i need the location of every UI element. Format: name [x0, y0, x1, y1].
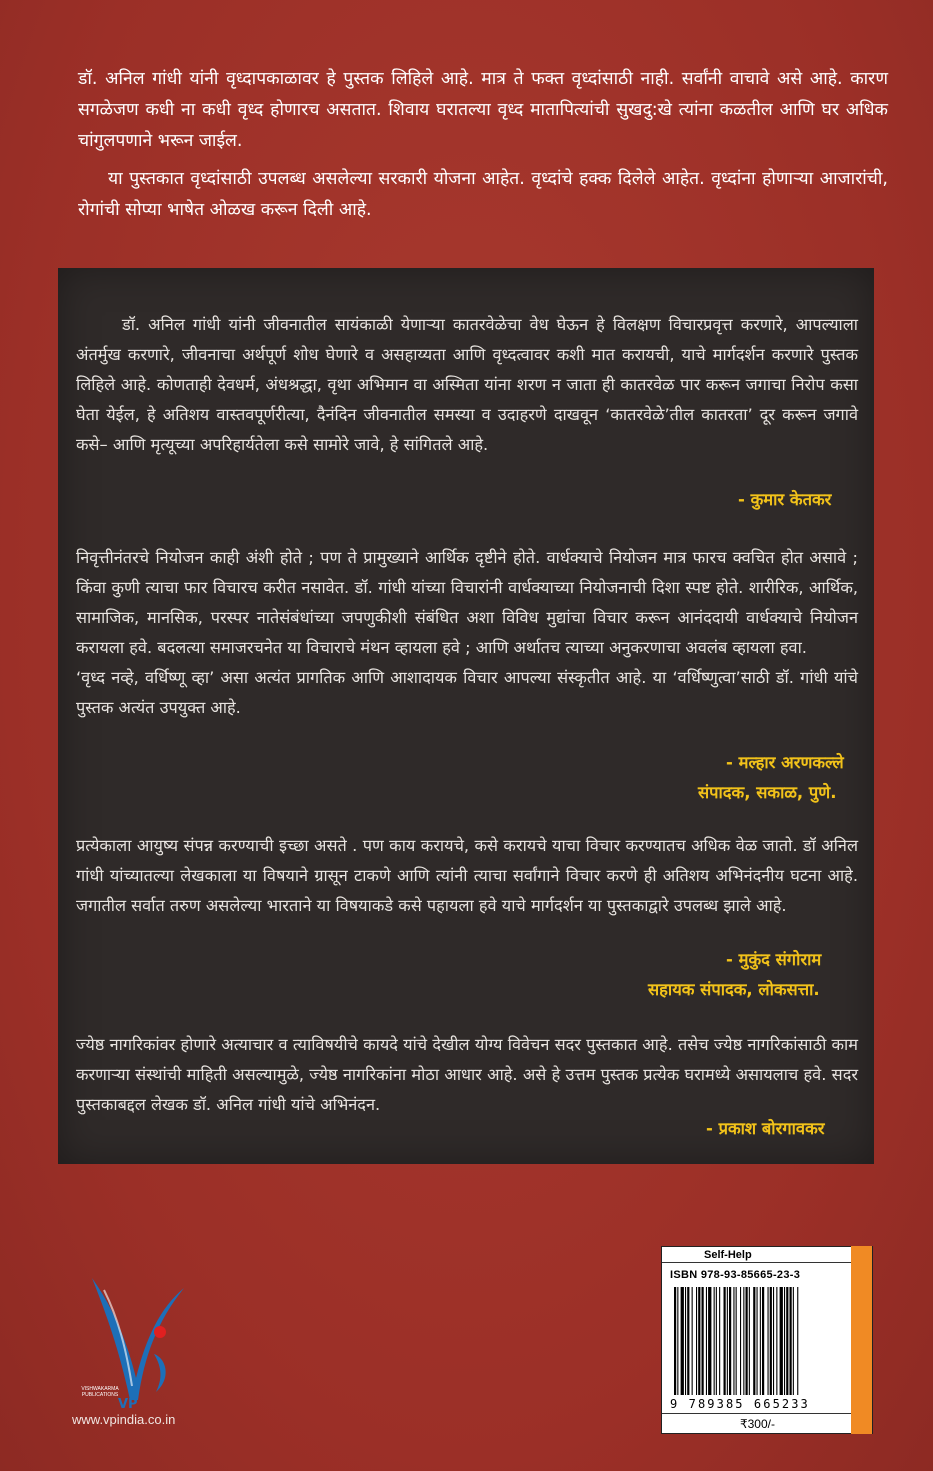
review-3-role: सहायक संपादक, लोकसत्ता.: [648, 980, 820, 999]
intro-text: [78, 64, 888, 233]
category-label: Self-Help: [662, 1247, 853, 1263]
intro-paragraph-2: या पुस्तकात वृध्दांसाठी उपलब्ध असलेल्या सरकारी योजना आहेत. वृध्दांचे हक्क दिलेले आहेत. वृध्दांना होणाऱ्या आजारांची, रोगांची सोप्या भाषेत ओळख करून दिली आहे.: [78, 169, 888, 220]
review-4-author: - प्रकाश बोरगावकर: [706, 1119, 825, 1138]
isbn-text: ISBN 978-93-85665-23-3: [670, 1269, 801, 1281]
orange-strip: [851, 1246, 872, 1434]
publisher-website[interactable]: www.vpindia.co.in: [72, 1412, 176, 1427]
barcode-digits: 9 789385 665233: [670, 1397, 810, 1411]
price-label: ₹300/-: [662, 1413, 853, 1434]
review-4: [76, 1030, 858, 1120]
review-3: [76, 831, 858, 921]
intro-paragraph-1: डॉ. अनिल गांधी यांनी वृध्दापकाळावर हे पुस्तक लिहिले आहे. मात्र ते फक्त वृध्दांसाठी नाही. सर्वांनी वाचावे असे आहे. कारण सगळेजण कधी ना कधी वृध्द होणारच असतात. शिवाय घरातल्या वृध्द मातापित्यांची सुखदु:खे त्यांना कळतील आणि घर अधिक चांगुलपणाने भरून जाईल.: [78, 69, 888, 151]
review-1-text: डॉ. अनिल गांधी यांनी जीवनातील सायंकाळी येणाऱ्या कातरवेळेचा वेध घेऊन हे विलक्षण विचारप्रवृत्त करणारे, आपल्याला अंतर्मुख करणारे, जीवनाचा अर्थपूर्ण शोध घेणारे व असहाय्यता आणि वृध्दत्वावर कशी मात करायची, याचे मार्गदर्शन करणारे पुस्तक लिहिले आहे. कोणताही देवधर्म, अंधश्रद्धा, वृथा अभिमान वा अस्मिता यांना शरण न जाता ही कातरवेळ पार करून जगाचा निरोप कसा घेता येईल, हे अतिशय वास्तवपूर्णरीत्या, दैनंदिन जीवनातील समस्या व उदाहरणे दाखवून ‘कातरवेळे’तील कातरता’ दूर करून जगावे कसे– आणि मृत्यूच्या अपरिहार्यतेला कसे सामोरे जावे, हे सांगितले आहे.: [76, 315, 858, 454]
svg-text:VP: VP: [118, 1397, 138, 1412]
review-2-author: - मल्हार अरणकल्ले: [726, 753, 844, 772]
review-4-text: ज्येष्ठ नागरिकांवर होणारे अत्याचार व त्याविषयीचे कायदे यांचे देखील योग्य विवेचन सदर पुस्तकात आहे. तसेच ज्येष्ठ नागरिकांसाठी काम करणाऱ्या संस्थांची माहिती असल्यामुळे, ज्येष्ठ नागरिकांना मोठा आधार आहे. असे हे उत्तम पुस्तक प्रत्येक घरामध्ये असायलाच हवे. सदर पुस्तकाबद्दल लेखक डॉ. अनिल गांधी यांचे अभिनंदन.: [76, 1035, 858, 1114]
review-2-text: निवृत्तीनंतरचे नियोजन काही अंशी होते ; पण ते प्रामुख्याने आर्थिक दृष्टीने होते. वार्धक्याचे नियोजन मात्र फारच क्वचित होत असावे ; किंवा कुणी त्याचा फार विचारच करीत नसावेत. डॉ. गांधी यांच्या विचारांनी वार्धक्याच्या नियोजनाची दिशा स्पष्ट होते. शारीरिक, आर्थिक, सामाजिक, मानसिक, परस्पर नातेसंबंधांच्या जपणुकीशी संबंधित अशा विविध मुद्यांचा विचार करून आनंददायी वार्धक्याचे नियोजन करायला हवे. बदलत्या समाजरचनेत या विचाराचे मंथन व्हायला हवे ; आणि अर्थातच त्याच्या अनुकरणाचा अवलंब व्हायला हवा.: [76, 548, 858, 657]
barcode-icon: [674, 1287, 844, 1395]
review-2-text-2: ‘वृध्द नव्हे, वर्धिष्णू व्हा’ असा अत्यंत प्रागतिक आणि आशादायक विचार आपल्या संस्कृतीत आहे. या ‘वर्धिष्णुत्वा’साठी डॉ. गांधी यांचे पुस्तक अत्यंत उपयुक्त आहे.: [76, 668, 858, 717]
publisher-logo: [64, 1268, 204, 1418]
review-1: [76, 310, 858, 460]
review-3-text: प्रत्येकाला आयुष्य संपन्न करण्याची इच्छा असते . पण काय करायचे, कसे करायचे याचा विचार करण्यातच अधिक वेळ जातो. डॉ अनिल गांधी यांच्यातल्या लेखकाला या विषयाने ग्रासून टाकणे आणि त्यांनी त्याचा सर्वांगाने विचार करणे ही अतिशय अभिनंदनीय घटना आहे. जगातील सर्वात तरुण असलेल्या भारताने या विषयाकडे कसे पहायला हवे याचे मार्गदर्शन या पुस्तकाद्वारे उपलब्ध झाले आहे.: [76, 836, 858, 915]
review-2-role: संपादक, सकाळ, पुणे.: [698, 783, 837, 802]
review-2: [76, 543, 858, 723]
review-3-author: - मुकुंद संगोराम: [726, 950, 822, 969]
publisher-logo-text: VISHWAKARMA PUBLICATIONS: [81, 1386, 119, 1398]
review-1-author: - कुमार केतकर: [738, 490, 832, 509]
barcode-label: [661, 1246, 873, 1434]
reviews-panel: [58, 268, 874, 1164]
